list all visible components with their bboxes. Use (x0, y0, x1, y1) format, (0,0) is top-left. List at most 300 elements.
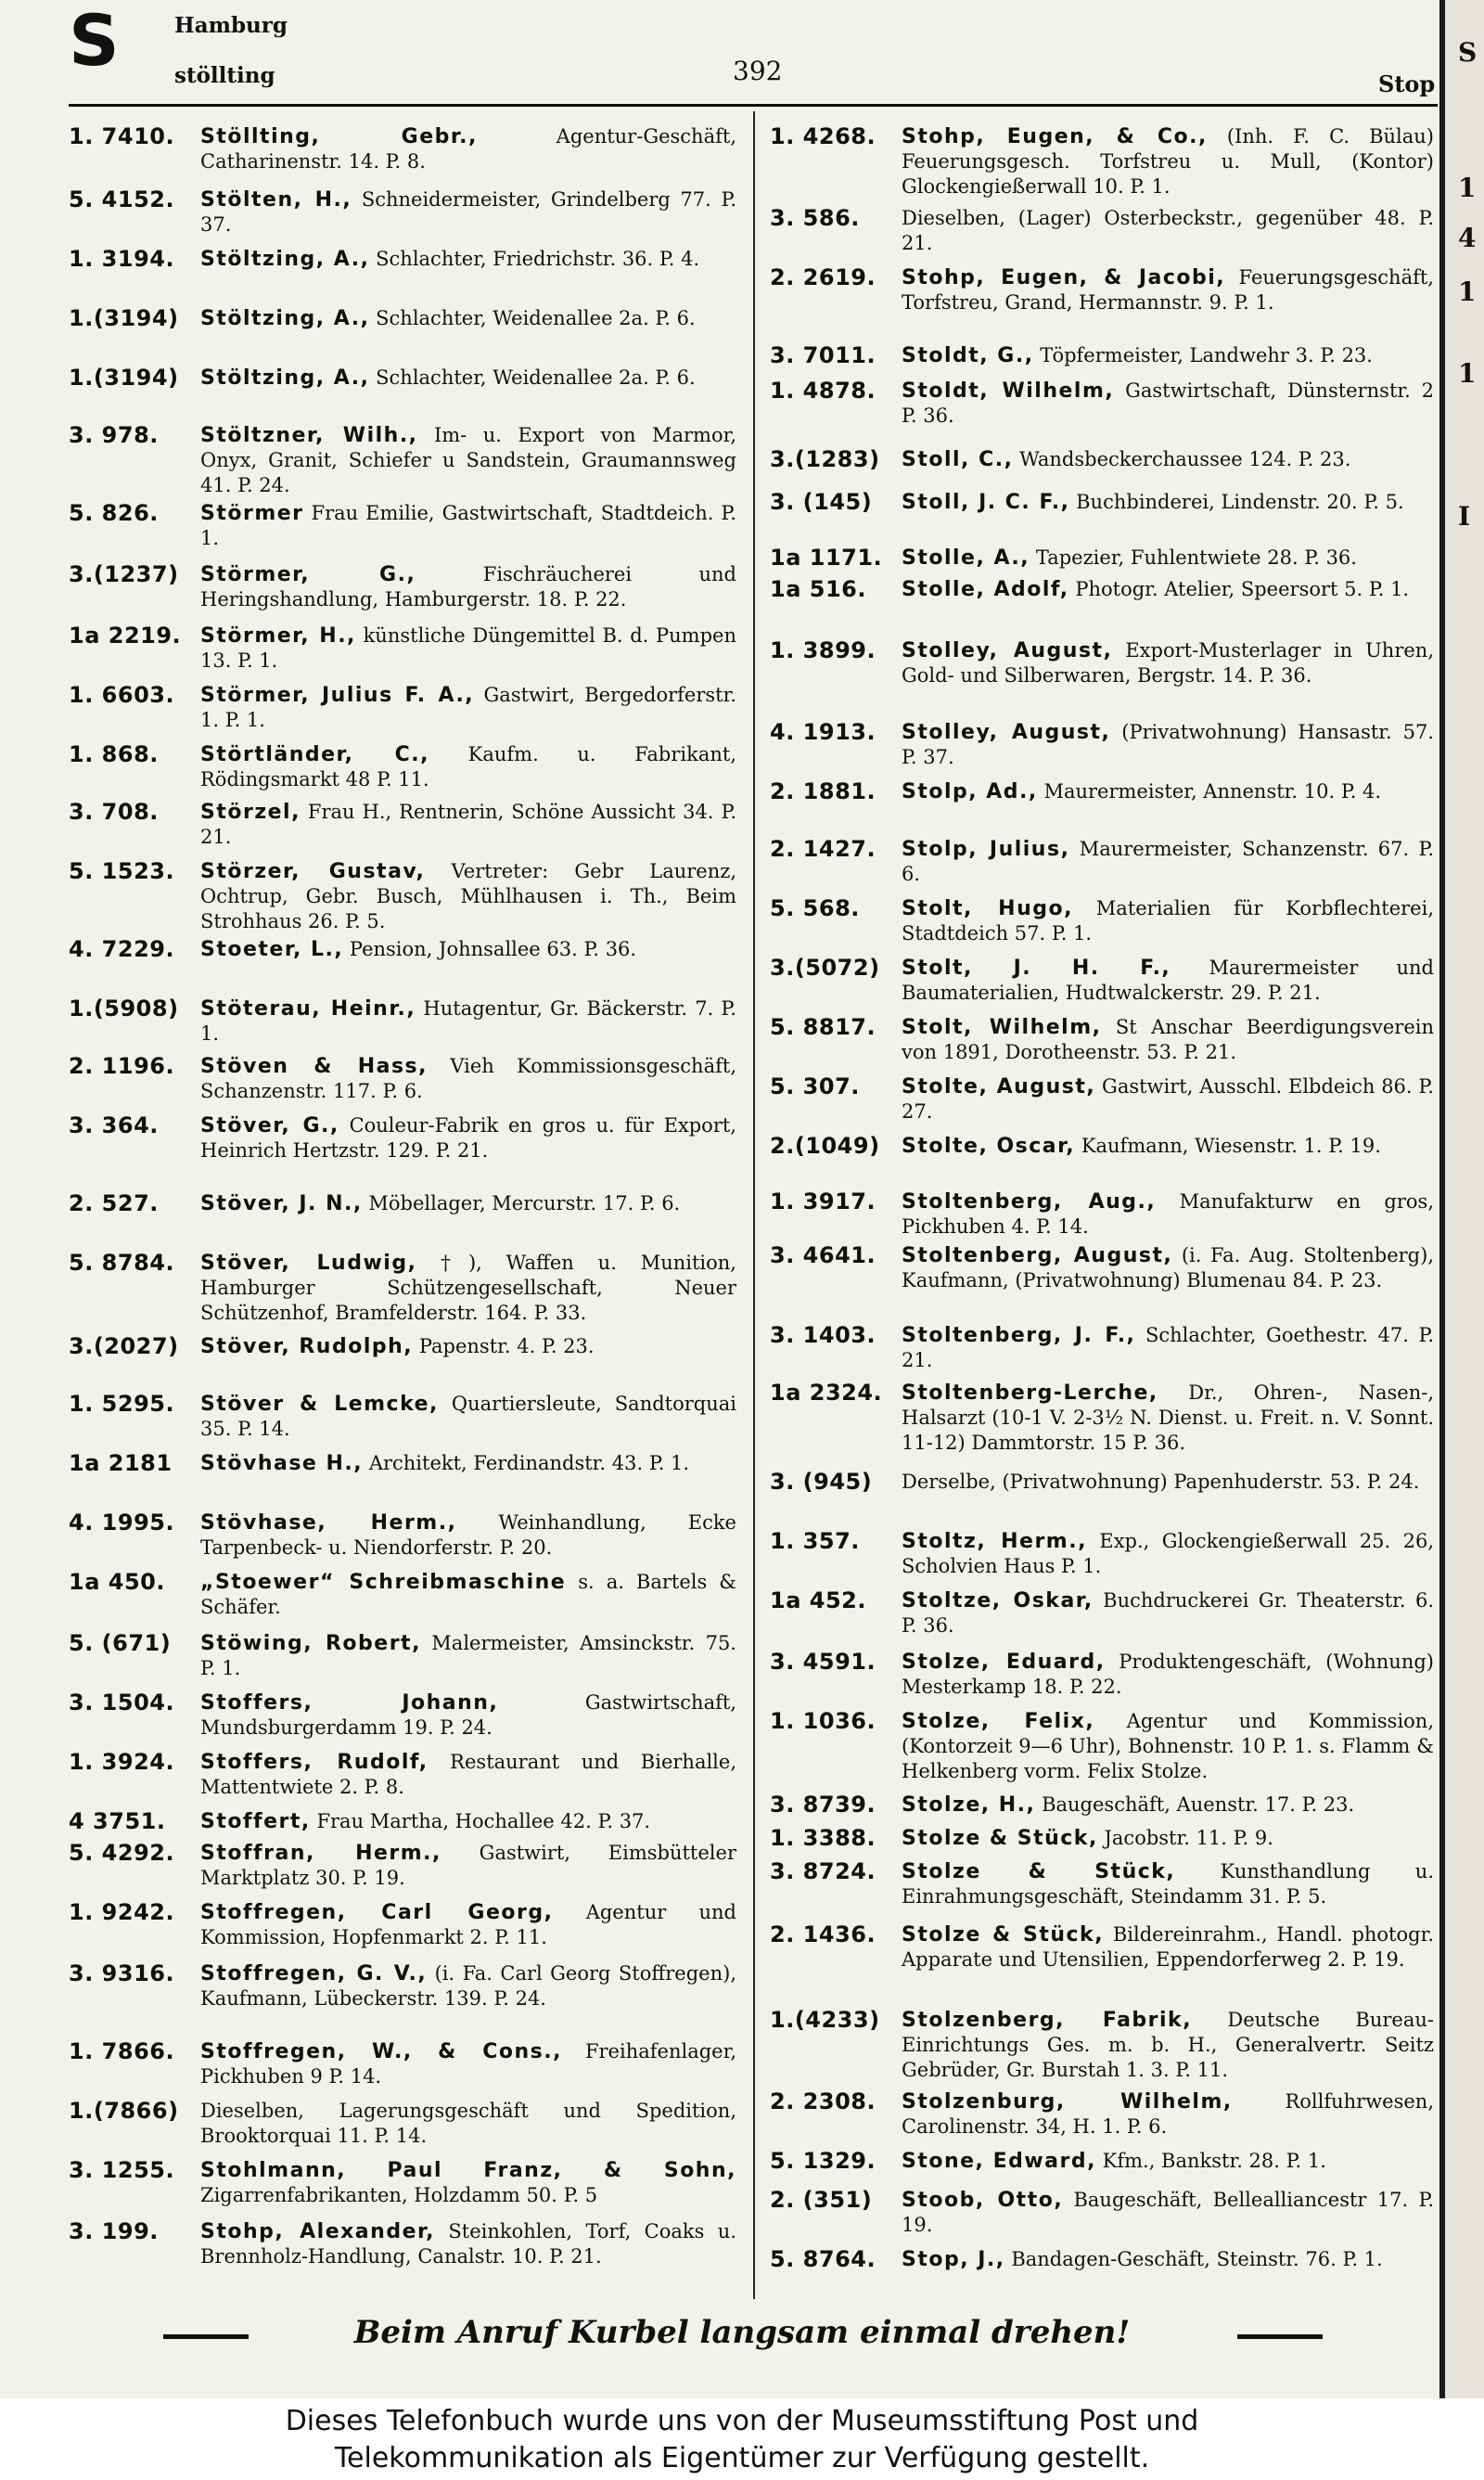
subscriber-name: Stöver & Lemcke, (200, 1393, 439, 1416)
directory-entry (770, 1529, 1434, 1579)
entry-body (902, 1793, 1434, 1818)
phone-number: 3. 8739. (770, 1792, 876, 1818)
phone-number: 5. 8817. (770, 1014, 876, 1040)
subscriber-name: Stöver, Rudolph, (200, 1335, 414, 1358)
subscriber-name: Stöven & Hass, (200, 1055, 429, 1078)
edge-letter: 1 (1458, 173, 1477, 203)
directory-entry (770, 837, 1434, 887)
subscriber-details: Deutsche Bureau-Einrichtungs Ges. m. b. H., Generalvertr. Seitz Gebrüder, Gr. Burstah 1. 3. P. 11. (902, 2009, 1434, 2081)
directory-entry (770, 343, 1434, 368)
directory-entry (69, 1191, 736, 1216)
subscriber-name: Stoldt, Wilhelm, (902, 379, 1115, 403)
phone-number: 2. (351) (770, 2187, 873, 2213)
subscriber-name: Stoffers, Johann, (200, 1691, 499, 1715)
phone-number: 1. 4878. (770, 378, 876, 404)
subscriber-name: Stöltzing, A., (200, 307, 370, 330)
subscriber-details: Wandsbeckerchaussee 124. P. 23. (1013, 448, 1351, 470)
phone-number: 2. 1881. (770, 778, 876, 804)
phone-number: 4. 7229. (69, 936, 175, 962)
subscriber-name: Stolt, Wilhelm, (902, 1016, 1102, 1039)
entry-body (200, 1631, 736, 1681)
directory-entry (69, 1451, 736, 1476)
subscriber-details: Restaurant und Bierhalle, Mattentwiete 2. P. 8. (200, 1751, 736, 1798)
directory-entry (69, 124, 736, 174)
phone-number: 3. 364. (69, 1112, 159, 1138)
subscriber-details: Steinkohlen, Torf, Coaks u. Brennholz-Handlung, Canalstr. 10. P. 21. (200, 2220, 737, 2268)
provenance-note (0, 2403, 1484, 2477)
phone-number: 1. 4268. (770, 123, 876, 149)
entry-body (902, 956, 1434, 1006)
subscriber-name: Stövhase H., (200, 1452, 364, 1475)
phone-number: 1.(3194) (69, 305, 179, 331)
entry-body (200, 683, 736, 733)
subscriber-details: Quartiersleute, Sandtorquai 35. P. 14. (200, 1393, 736, 1440)
directory-entry (69, 1961, 736, 2011)
subscriber-details: Dieselben, Lagerungsgeschäft und Spedition, Brooktorquai 11. P. 14. (200, 2100, 736, 2147)
crank-slogan: Beim Anruf Kurbel langsam einmal drehen! (353, 2314, 1131, 2351)
subscriber-details: Gastwirtschaft, Mundsburgerdamm 19. P. 24. (200, 1691, 736, 1739)
entry-body (200, 996, 736, 1047)
phone-number: 1. 1036. (770, 1708, 876, 1734)
provenance-line-2: Telekommunikation als Eigentümer zur Verfügung gestellt. (334, 2442, 1150, 2474)
entry-body (902, 206, 1434, 256)
phone-number: 1. 3194. (69, 246, 175, 272)
phone-number: 3. (945) (770, 1469, 873, 1495)
directory-entry (770, 2149, 1434, 2174)
directory-entry (770, 1588, 1434, 1638)
directory-entry (770, 490, 1434, 515)
subscriber-name: Stöllting, Gebr., (200, 125, 478, 148)
entry-body (200, 1113, 736, 1163)
directory-entry (69, 2158, 736, 2208)
phone-number: 3. 978. (69, 422, 159, 448)
phone-number: 3. 1504. (69, 1690, 175, 1715)
phone-number: 1a 2324. (770, 1380, 883, 1406)
subscriber-name: Stöterau, Heinr., (200, 997, 416, 1021)
directory-entry (770, 1381, 1434, 1456)
directory-entry (770, 896, 1434, 946)
phone-number: 3. 199. (69, 2218, 159, 2244)
phone-number: 1. 9242. (69, 1899, 175, 1925)
entry-body (902, 1470, 1434, 1495)
subscriber-name: Stohp, Eugen, & Co., (902, 125, 1208, 148)
entry-body (200, 1191, 736, 1216)
subscriber-details: Frau Martha, Hochallee 42. P. 37. (310, 1810, 651, 1832)
subscriber-details: Jacobstr. 11. P. 9. (1097, 1827, 1273, 1849)
directory-entry (770, 2089, 1434, 2139)
phone-number: 3. 4641. (770, 1242, 876, 1268)
subscriber-name: Stolze & Stück, (902, 1860, 1176, 1883)
entry-body (902, 1074, 1434, 1124)
subscriber-name: Stohp, Alexander, (200, 2220, 435, 2243)
phone-number: 1a 2181 (69, 1450, 173, 1476)
phone-number: 2. 2308. (770, 2088, 876, 2114)
subscriber-details: Baugeschäft, Bellealliancestr 17. P. 19. (902, 2189, 1435, 2236)
subscriber-details: Im- u. Export von Marmor, Onyx, Granit, Schiefer u Sandstein, Graumannsweg 41. P. 24. (200, 424, 736, 496)
directory-entry (69, 1392, 736, 1442)
subscriber-details: Agentur und Kommission, Hopfenmarkt 2. P. 11. (200, 1901, 736, 1948)
entry-body (902, 1529, 1434, 1579)
directory-entry (770, 1826, 1434, 1851)
entry-body (200, 1451, 736, 1476)
directory-entry (69, 366, 736, 391)
phone-number: 1.(4233) (770, 2007, 880, 2033)
subscriber-name: Stolze & Stück, (902, 1827, 1098, 1850)
directory-entry (69, 859, 736, 934)
directory-entry (69, 1113, 736, 1163)
phone-number: 3. 9316. (69, 1960, 175, 1986)
directory-entry (69, 187, 736, 238)
directory-entry (69, 247, 736, 272)
subscriber-details: Gastwirtschaft, Dünsternstr. 2 P. 36. (902, 379, 1434, 427)
subscriber-details: Agentur-Geschäft, Catharinenstr. 14. P. 8. (200, 125, 736, 173)
subscriber-name: Störzel, (200, 801, 301, 824)
subscriber-details: Couleur-Fabrik en gros u. für Export, Heinrich Hertzstr. 129. P. 21. (200, 1114, 736, 1162)
subscriber-details: Schlachter, Friedrichstr. 36. P. 4. (369, 248, 700, 270)
directory-entry (770, 1015, 1434, 1065)
subscriber-details: Gastwirt, Eimsbütteler Marktplatz 30. P. 19. (200, 1842, 736, 1889)
entry-body (902, 2149, 1434, 2174)
edge-letter: 1 (1458, 358, 1477, 389)
entry-body (200, 1750, 736, 1800)
subscriber-details: Produktengeschäft, (Wohnung) Mesterkamp 18. P. 22. (902, 1651, 1434, 1698)
entry-body (902, 1015, 1434, 1065)
phone-number: 5. 1329. (770, 2148, 876, 2174)
subscriber-details: (Inh. F. C. Bülau) Feuerungsgesch. Torfstreu u. Mull, (Kontor) Glockengießerwall 10. P. 1. (902, 125, 1435, 198)
entry-body (902, 379, 1434, 429)
phone-number: 2. 1436. (770, 1921, 876, 1947)
directory-entry (69, 1809, 736, 1834)
entry-body (902, 1243, 1434, 1293)
entry-body (902, 490, 1434, 515)
phone-number: 4 3751. (69, 1808, 166, 1834)
phone-number: 5. 307. (770, 1073, 860, 1099)
entry-body (902, 1588, 1434, 1638)
subscriber-name: Stoltenberg, August, (902, 1244, 1173, 1267)
entry-body (200, 937, 736, 962)
directory-entry (770, 638, 1434, 688)
directory-entry (770, 1650, 1434, 1700)
phone-number: 5. 4292. (69, 1840, 175, 1866)
subscriber-details: Pension, Johnsallee 63. P. 36. (343, 938, 637, 960)
phone-number: 2. 1427. (770, 836, 876, 862)
entry-body (902, 577, 1434, 602)
subscriber-details: Photogr. Atelier, Speersort 5. P. 1. (1068, 578, 1410, 600)
phone-number: 5. 4152. (69, 186, 175, 212)
directory-entry (69, 2219, 736, 2269)
subscriber-name: Stolt, J. H. F., (902, 957, 1171, 980)
entry-body (902, 1859, 1434, 1909)
last-keyword: Stop (1378, 71, 1436, 97)
phone-number: 4. 1995. (69, 1510, 175, 1536)
phone-number: 3. (145) (770, 489, 873, 515)
phone-number: 3. 708. (69, 799, 159, 825)
entry-body (902, 2247, 1434, 2272)
entry-body (200, 562, 736, 612)
phone-number: 1. 6603. (69, 682, 175, 708)
directory-entry (770, 1470, 1434, 1495)
directory-entry (69, 800, 736, 850)
phone-number: 3. 586. (770, 205, 860, 231)
directory-entry (69, 423, 736, 498)
entry-body (200, 1251, 736, 1326)
directory-entry (770, 379, 1434, 429)
entry-body (200, 1900, 736, 1950)
entry-body (200, 247, 736, 272)
phone-number: 1a 1171. (770, 545, 883, 571)
entry-body (902, 265, 1434, 315)
entry-body (200, 742, 736, 792)
subscriber-name: Stohlmann, Paul Franz, & Sohn, (200, 2159, 736, 2182)
directory-entry (770, 2247, 1434, 2272)
subscriber-details: Papenstr. 4. P. 23. (413, 1335, 595, 1357)
subscriber-details: Manufakturw en gros, Pickhuben 4. P. 14. (902, 1190, 1434, 1238)
subscriber-details: Hutagentur, Gr. Bäckerstr. 7. P. 1. (200, 997, 736, 1045)
directory-entry (69, 1334, 736, 1359)
directory-entry (770, 2188, 1434, 2238)
directory-entry (770, 546, 1434, 571)
entry-body (200, 623, 736, 674)
subscriber-details: Schlachter, Weidenallee 2a. P. 6. (369, 307, 696, 329)
subscriber-name: Stolley, August, (902, 721, 1111, 744)
subscriber-details: Frau Emilie, Gastwirtschaft, Stadtdeich. P. 1. (200, 502, 736, 549)
directory-entry (69, 742, 736, 792)
subscriber-name: Störmer (200, 502, 304, 525)
phone-number: 3.(1237) (69, 561, 179, 587)
entry-body (200, 2219, 736, 2269)
phone-number: 2. 527. (69, 1190, 159, 1216)
directory-entry (770, 956, 1434, 1006)
subscriber-details: Schneidermeister, Grindelberg 77. P. 37. (200, 188, 737, 236)
directory-entry (770, 447, 1434, 472)
subscriber-name: Stolze, H., (902, 1793, 1036, 1817)
entry-body (902, 447, 1434, 472)
subscriber-name: Stoob, Otto, (902, 2189, 1064, 2212)
subscriber-details: (i. Fa. Carl Georg Stoffregen), Kaufmann, Lübeckerstr. 139. P. 24. (200, 1962, 736, 2010)
subscriber-details: St Anschar Beerdigungsverein von 1891, Dorotheenstr. 53. P. 21. (902, 1016, 1434, 1063)
subscriber-name: Stolze & Stück, (902, 1923, 1105, 1947)
entry-body (902, 1922, 1434, 1972)
directory-entry (69, 623, 736, 674)
entry-body (200, 124, 736, 174)
directory-entry (69, 1690, 736, 1741)
subscriber-name: Stöver, Ludwig, (200, 1252, 417, 1275)
entry-body (200, 1841, 736, 1891)
directory-entry (770, 1243, 1434, 1293)
entry-body (200, 366, 736, 391)
phone-number: 2.(1049) (770, 1133, 880, 1159)
subscriber-details: Gastwirt, Ausschl. Elbdeich 86. P. 27. (902, 1075, 1434, 1123)
subscriber-details: Export-Musterlager in Uhren, Gold- und Silberwaren, Bergstr. 14. P. 36. (902, 639, 1434, 687)
subscriber-details: Tapezier, Fuhlentwiete 28. P. 36. (1030, 546, 1357, 569)
subscriber-name: Stöltzing, A., (200, 366, 370, 390)
subscriber-name: Stolp, Julius, (902, 838, 1070, 861)
subscriber-details: Dr., Ohren-, Nasen-, Halsarzt (10-1 V. 2-3½ N. Dienst. u. Freit. n. V. Sonnt. 11-12) Dammtorstr. 15 P. 36. (902, 1381, 1434, 1454)
entry-body (902, 779, 1434, 804)
directory-entry (770, 1189, 1434, 1240)
subscriber-name: Störmer, G., (200, 563, 416, 586)
entry-body (902, 1650, 1434, 1700)
phone-number: 3.(2027) (69, 1333, 179, 1359)
subscriber-name: Stolzenberg, Fabrik, (902, 2009, 1193, 2032)
entry-body (200, 1392, 736, 1442)
phone-number: 3. 7011. (770, 342, 876, 368)
subscriber-name: Stolte, Oscar, (902, 1135, 1076, 1158)
phone-number: 3. 1403. (770, 1322, 876, 1348)
subscriber-name: Stolze, Felix, (902, 1710, 1095, 1733)
subscriber-details: Schlachter, Weidenallee 2a. P. 6. (369, 366, 696, 389)
entry-body (200, 1510, 736, 1561)
phone-number: 3. 8724. (770, 1858, 876, 1884)
subscriber-name: Stoll, J. C. F., (902, 491, 1070, 514)
directory-entry (770, 1709, 1434, 1784)
subscriber-name: Stoffregen, W., & Cons., (200, 2040, 562, 2063)
phone-number: 2. 2619. (770, 264, 876, 290)
subscriber-details: Rollfuhrwesen, Carolinenstr. 34, H. 1. P. 6. (902, 2090, 1435, 2138)
subscriber-name: Stoeter, L., (200, 938, 344, 961)
subscriber-details: Derselbe, (Privatwohnung) Papenhuderstr. 53. P. 24. (902, 1471, 1420, 1493)
edge-letter: 1 (1458, 276, 1477, 307)
subscriber-details: Weinhandlung, Ecke Tarpenbeck- u. Niendorferstr. P. 20. (200, 1511, 736, 1559)
subscriber-details: Maurermeister und Baumaterialien, Hudtwalckerstr. 29. P. 21. (902, 957, 1434, 1004)
adjacent-page-edge (1439, 0, 1484, 2398)
directory-entry (69, 306, 736, 331)
phone-number: 5. 8784. (69, 1250, 175, 1276)
directory-entry (69, 1570, 736, 1620)
phone-number: 5. (671) (69, 1630, 172, 1656)
edge-letter: I (1458, 501, 1471, 532)
entry-body (200, 2099, 736, 2149)
phone-number: 1.(5908) (69, 996, 179, 1022)
city-header: Hamburg (174, 13, 288, 38)
directory-entry (69, 1054, 736, 1104)
subscriber-name: Stolle, Adolf, (902, 578, 1069, 601)
entry-body (200, 2158, 736, 2208)
subscriber-name: Stöver, J. N., (200, 1192, 363, 1215)
subscriber-details: Exp., Glockengießerwall 25. 26, Scholvien Haus P. 1. (902, 1530, 1434, 1577)
subscriber-details: Dieselben, (Lager) Osterbeckstr., gegenüber 48. P. 21. (902, 207, 1434, 254)
entry-body (200, 187, 736, 238)
entry-body (902, 896, 1434, 946)
subscriber-details: Kfm., Bankstr. 28. P. 1. (1095, 2150, 1326, 2172)
subscriber-details: Gastwirt, Bergedorferstr. 1. P. 1. (200, 684, 737, 731)
entry-body (902, 124, 1434, 199)
entry-body (200, 306, 736, 331)
directory-entry (770, 1922, 1434, 1972)
subscriber-name: Stohp, Eugen, & Jacobi, (902, 266, 1226, 289)
subscriber-name: Störzer, Gustav, (200, 860, 426, 883)
subscriber-details: Buchdruckerei Gr. Theaterstr. 6. P. 36. (902, 1589, 1434, 1637)
subscriber-name: Stoffers, Rudolf, (200, 1751, 429, 1774)
subscriber-details: (Privatwohnung) Hansastr. 57. P. 37. (902, 721, 1434, 768)
directory-entry (770, 779, 1434, 804)
directory-entry (770, 124, 1434, 199)
subscriber-name: Stolzenburg, Wilhelm, (902, 2090, 1233, 2114)
subscriber-name: Stoltenberg-Lerche, (902, 1381, 1158, 1405)
entry-body (902, 1189, 1434, 1240)
subscriber-details: Feuerungsgeschäft, Torfstreu, Grand, Hermannstr. 9. P. 1. (902, 266, 1434, 314)
subscriber-name: Stolt, Hugo, (902, 897, 1073, 920)
subscriber-details: Kunsthandlung u. Einrahmungsgeschäft, Steindamm 31. P. 5. (902, 1860, 1434, 1908)
directory-entry (770, 206, 1434, 256)
subscriber-details: s. a. Bartels & Schäfer. (200, 1571, 736, 1618)
phone-number: 1a 452. (770, 1587, 866, 1613)
subscriber-details: Maurermeister, Schanzenstr. 67. P. 6. (902, 838, 1435, 885)
phone-number: 1. 7866. (69, 2038, 175, 2064)
entry-body (200, 1809, 736, 1834)
directory-entry (69, 2039, 736, 2089)
entry-body (200, 859, 736, 934)
subscriber-details: Freihafenlager, Pickhuben 9 P. 14. (200, 2040, 736, 2088)
directory-entry (770, 720, 1434, 770)
first-keyword: stöllting (174, 63, 275, 88)
directory-entry (69, 1750, 736, 1800)
entry-body (200, 1690, 736, 1741)
subscriber-name: Stop, J., (902, 2248, 1005, 2271)
subscriber-name: Stoffregen, Carl Georg, (200, 1901, 554, 1924)
subscriber-name: Störmer, H., (200, 624, 356, 648)
subscriber-name: Stöwing, Robert, (200, 1632, 421, 1655)
directory-entry (69, 937, 736, 962)
subscriber-details: Möbellager, Mercurstr. 17. P. 6. (362, 1192, 681, 1214)
slogan-dash-right (1237, 2334, 1323, 2339)
directory-entry (69, 1510, 736, 1561)
phone-number: 2. 1196. (69, 1053, 175, 1079)
subscriber-name: Stone, Edward, (902, 2150, 1096, 2173)
subscriber-details: Architekt, Ferdinandstr. 43. P. 1. (363, 1452, 690, 1474)
entry-body (902, 1323, 1434, 1373)
phone-number: 3. 1255. (69, 2157, 175, 2183)
entry-body (902, 837, 1434, 887)
phone-number: 3. 4591. (770, 1649, 876, 1675)
directory-entry (770, 1074, 1434, 1124)
subscriber-details: Schlachter, Goethestr. 47. P. 21. (902, 1324, 1434, 1371)
phone-number: 1.(3194) (69, 365, 179, 391)
phone-number: 1a 516. (770, 576, 866, 602)
phone-number: 5. 1523. (69, 858, 175, 884)
subscriber-name: Stoltze, Oskar, (902, 1589, 1094, 1613)
provenance-line-1: Dieses Telefonbuch wurde uns von der Museumsstiftung Post und (285, 2405, 1199, 2437)
subscriber-details: künstliche Düngemittel B. d. Pumpen 13. P. 1. (200, 624, 736, 672)
entry-body (902, 2188, 1434, 2238)
phone-number: 1a 2219. (69, 623, 182, 649)
entry-body (200, 423, 736, 498)
entry-body (902, 2089, 1434, 2139)
subscriber-details: Vertreter: Gebr Laurenz, Ochtrup, Gebr. Busch, Mühlhausen i. Th., Beim Strohhaus 26. P. 5. (200, 860, 737, 932)
section-letter: S (69, 0, 120, 82)
subscriber-details: Bandagen-Geschäft, Steinstr. 76. P. 1. (1004, 2248, 1383, 2270)
entry-body (200, 2039, 736, 2089)
subscriber-details: Maurermeister, Annenstr. 10. P. 4. (1037, 780, 1382, 803)
phone-number: 1. 7410. (69, 123, 175, 149)
subscriber-details: Frau H., Rentnerin, Schöne Aussicht 34. P. 21. (200, 801, 736, 848)
phone-number: 1.(7866) (69, 2098, 179, 2124)
phone-number: 1. 357. (770, 1528, 860, 1554)
subscriber-name: Stöltzing, A., (200, 248, 370, 271)
subscriber-details: Vieh Kommissionsgeschäft, Schanzenstr. 117. P. 6. (200, 1055, 736, 1102)
subscriber-name: Stoltz, Herm., (902, 1530, 1087, 1553)
phone-number: 1. 5295. (69, 1391, 175, 1417)
subscriber-name: Stoltenberg, J. F., (902, 1324, 1136, 1347)
entry-body (902, 1709, 1434, 1784)
entry-body (902, 2008, 1434, 2083)
entry-body (902, 343, 1434, 368)
page-number: 392 (733, 56, 783, 86)
phone-number: 5. 8764. (770, 2246, 876, 2272)
subscriber-details: Zigarrenfabrikanten, Holzdamm 50. P. 5 (200, 2184, 598, 2206)
subscriber-details: (i. Fa. Aug. Stoltenberg), Kaufmann, (Privatwohnung) Blumenau 84. P. 23. (902, 1244, 1434, 1291)
subscriber-name: Stoffran, Herm., (200, 1842, 441, 1865)
